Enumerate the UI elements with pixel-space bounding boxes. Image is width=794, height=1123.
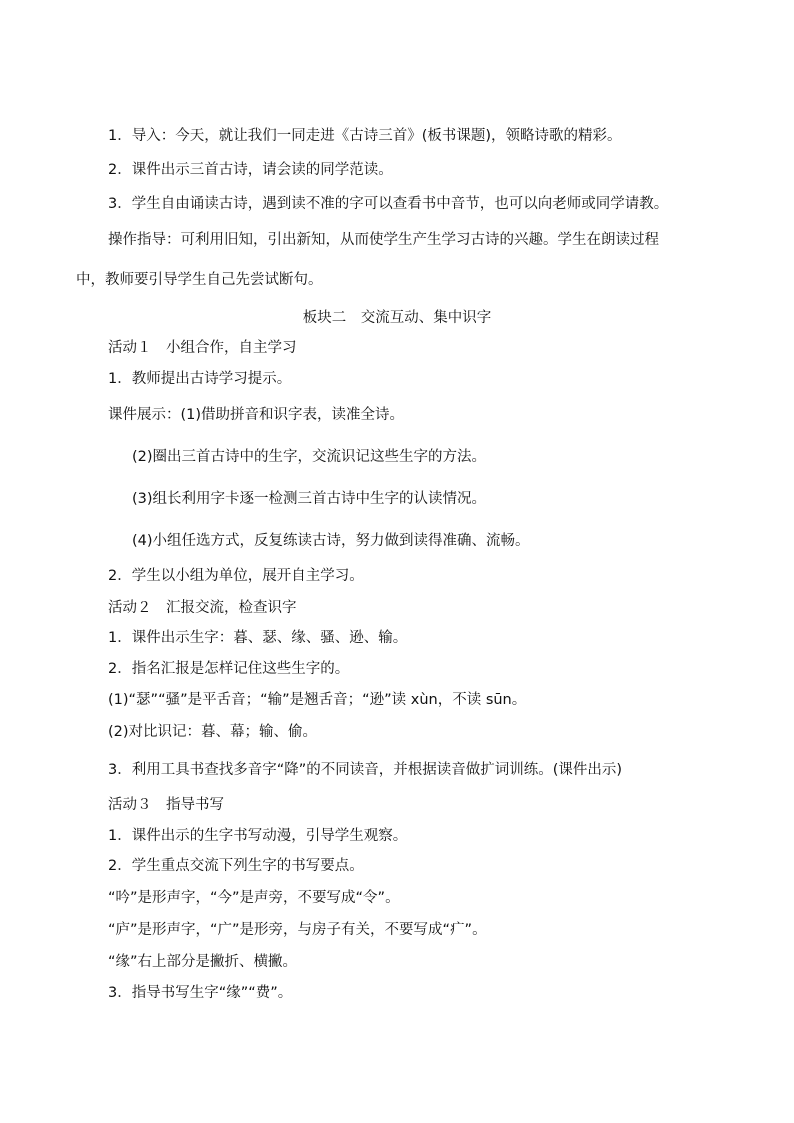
paragraph: 1．课件出示生字：暮、瑟、缘、骚、逊、输。 [108, 630, 408, 646]
paragraph: 2．课件出示三首古诗，请会读的同学范读。 [108, 162, 393, 178]
list-item: (1)“瑟”“骚”是平舌音；“输”是翘舌音；“逊”读 xùn，不读 sūn。 [108, 692, 527, 708]
paragraph: 课件展示：(1)借助拼音和识字表，读准全诗。 [108, 407, 405, 423]
paragraph: 3．利用工具书查找多音字“降”的不同读音，并根据读音做扩词训练。(课件出示) [108, 762, 623, 778]
activity-heading: 活动１ 小组合作，自主学习 [108, 340, 297, 356]
paragraph: “吟”是形声字，“今”是声旁，不要写成“令”。 [108, 890, 400, 906]
list-item: (4)小组任选方式，反复练读古诗，努力做到读得准确、流畅。 [132, 533, 530, 549]
paragraph: 3．学生自由诵读古诗，遇到读不准的字可以查看书中音节，也可以向老师或同学请教。 [108, 196, 669, 212]
paragraph: 1．课件出示的生字书写动漫，引导学生观察。 [108, 828, 408, 844]
paragraph: 2．学生重点交流下列生字的书写要点。 [108, 858, 364, 874]
paragraph: “缘”右上部分是撇折、横撇。 [108, 954, 298, 970]
paragraph: “庐”是形声字，“广”是形旁，与房子有关，不要写成“疒”。 [108, 922, 487, 938]
list-item: (2)圈出三首古诗中的生字，交流识记这些生字的方法。 [132, 449, 487, 465]
section-heading: 板块二 交流互动、集中识字 [302, 310, 492, 326]
activity-heading: 活动３ 指导书写 [108, 797, 224, 813]
list-item: (3)组长利用字卡逐一检测三首古诗中生字的认读情况。 [132, 491, 487, 507]
paragraph: 3．指导书写生字“缘”“费”。 [108, 985, 293, 1001]
list-item: (2)对比识记：暮、幕；输、偷。 [108, 724, 318, 740]
paragraph: 1．教师提出古诗学习提示。 [108, 371, 292, 387]
paragraph: 2．指名汇报是怎样记住这些生字的。 [108, 661, 350, 677]
paragraph: 1．导入：今天，就让我们一同走进《古诗三首》(板书课题)，领略诗歌的精彩。 [108, 128, 622, 144]
paragraph: 2．学生以小组为单位，展开自主学习。 [108, 568, 364, 584]
paragraph: 中，教师要引导学生自己先尝试断句。 [76, 272, 323, 288]
activity-heading: 活动２ 汇报交流，检查识字 [108, 600, 297, 616]
paragraph: 操作指导：可利用旧知，引出新知，从而使学生产生学习古诗的兴趣。学生在朗读过程 [108, 232, 659, 248]
